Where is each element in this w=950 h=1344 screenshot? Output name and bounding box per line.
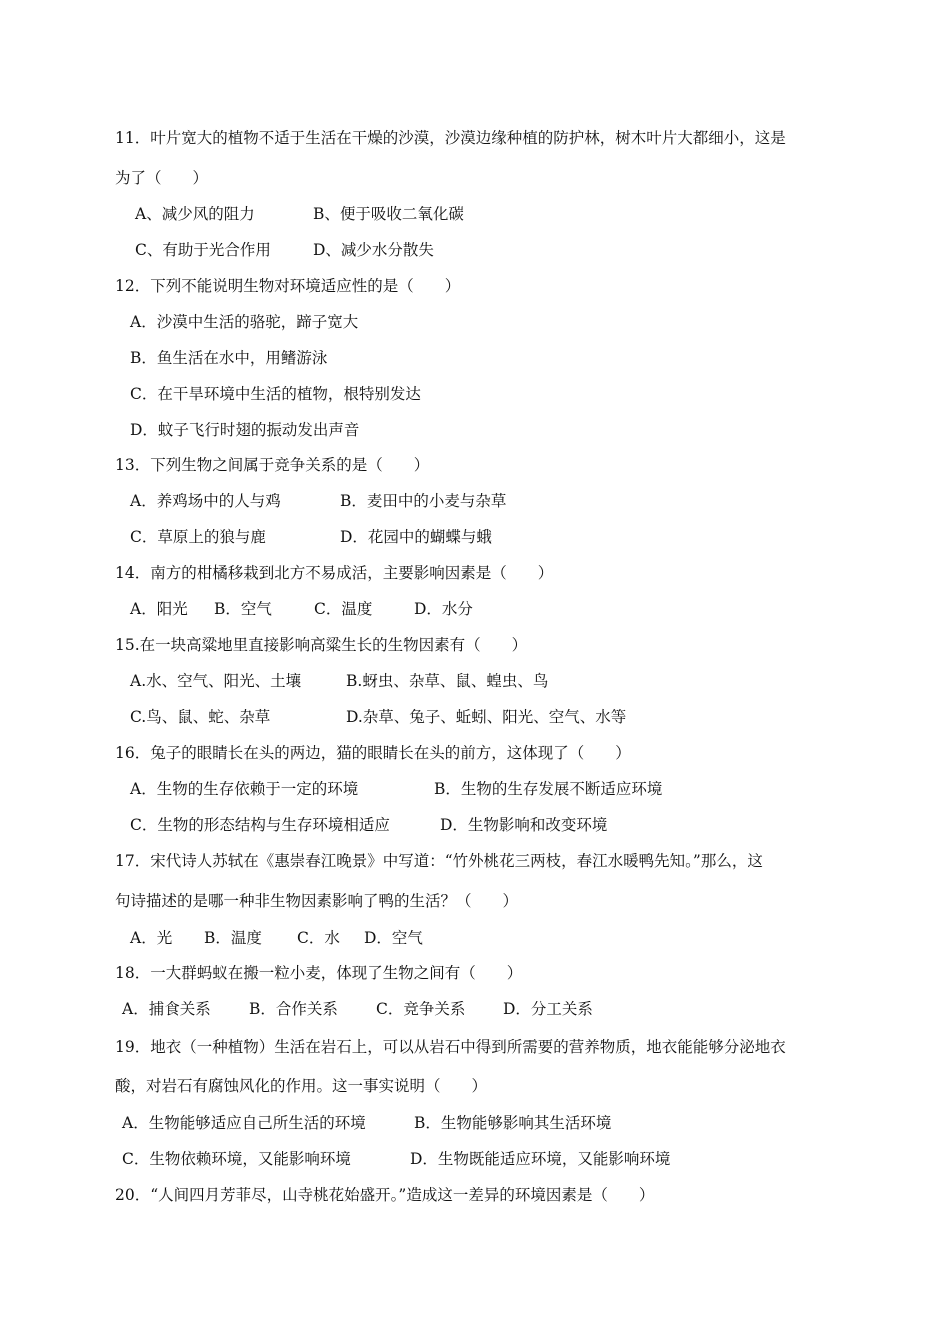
question-15-option-b: B.蚜虫、杂草、鼠、蝗虫、鸟 [346,672,549,690]
question-15-option-c: C.鸟、鼠、蛇、杂草 [130,708,271,726]
question-18-option-d: D．分工关系 [503,1000,593,1018]
question-13-stem: 13．下列生物之间属于竞争关系的是（ ） [115,456,430,474]
question-16-stem: 16．兔子的眼睛长在头的两边，猫的眼睛长在头的前方，这体现了（ ） [115,744,631,762]
question-19-option-b: B．生物能够影响其生活环境 [414,1114,612,1132]
question-13-option-d: D．花园中的蝴蝶与蛾 [340,528,492,546]
question-11-stem-line1: 11．叶片宽大的植物不适于生活在干燥的沙漠，沙漠边缘种植的防护林，树木叶片大都细小，这是 [115,129,786,147]
question-14-stem: 14．南方的柑橘移栽到北方不易成活，主要影响因素是（ ） [115,564,554,582]
question-19-option-d: D．生物既能适应环境，又能影响环境 [410,1150,671,1168]
question-18-option-b: B．合作关系 [249,1000,338,1018]
question-19-stem-line2: 酸，对岩石有腐蚀风化的作用。这一事实说明（ ） [115,1077,488,1095]
question-11-option-c: C、有助于光合作用 [135,241,271,259]
question-18-stem: 18．一大群蚂蚁在搬一粒小麦，体现了生物之间有（ ） [115,964,523,982]
question-17-option-d: D．空气 [364,929,423,947]
question-15-stem: 15.在一块高粱地里直接影响高粱生长的生物因素有（ ） [115,636,528,654]
question-20-stem: 20．“人间四月芳菲尽，山寺桃花始盛开。”造成这一差异的环境因素是（ ） [115,1186,655,1204]
question-15-option-d: D.杂草、兔子、蚯蚓、阳光、空气、水等 [346,708,627,726]
question-17-option-a: A．光 [130,929,173,947]
question-16-option-c: C．生物的形态结构与生存环境相适应 [130,816,390,834]
question-11-option-a: A、减少风的阻力 [135,205,255,223]
question-18-option-a: A．捕食关系 [122,1000,211,1018]
question-12-option-d: D．蚊子飞行时翅的振动发出声音 [130,421,360,439]
question-19-option-a: A．生物能够适应自己所生活的环境 [122,1114,366,1132]
question-13-option-a: A．养鸡场中的人与鸡 [130,492,281,510]
question-16-option-d: D．生物影响和改变环境 [440,816,608,834]
question-16-option-b: B．生物的生存发展不断适应环境 [434,780,663,798]
question-16-option-a: A．生物的生存依赖于一定的环境 [130,780,359,798]
question-12-stem: 12．下列不能说明生物对环境适应性的是（ ） [115,277,461,295]
question-17-stem-line2: 句诗描述的是哪一种非生物因素影响了鸭的生活？（ ） [115,892,519,910]
question-15-option-a: A.水、空气、阳光、土壤 [130,672,302,690]
question-11-option-d: D、减少水分散失 [313,241,434,259]
question-14-option-c: C．温度 [314,600,373,618]
question-14-option-b: B．空气 [214,600,272,618]
question-11-stem-line2: 为了（ ） [115,169,209,187]
question-12-option-a: A．沙漠中生活的骆驼，蹄子宽大 [130,313,359,331]
question-17-option-c: C．水 [297,929,340,947]
question-17-stem-line1: 17．宋代诗人苏轼在《惠崇春江晚景》中写道：“竹外桃花三两枝，春江水暖鸭先知。”那么，这 [115,852,763,870]
question-11-option-b: B、便于吸收二氧化碳 [313,205,464,223]
question-18-option-c: C．竞争关系 [376,1000,466,1018]
question-13-option-b: B．麦田中的小麦与杂草 [340,492,507,510]
question-19-stem-line1: 19．地衣（一种植物）生活在岩石上，可以从岩石中得到所需要的营养物质，地衣能能够分泌地衣 [115,1038,786,1056]
question-12-option-b: B．鱼生活在水中，用鳍游泳 [130,349,328,367]
question-14-option-d: D．水分 [414,600,473,618]
question-12-option-c: C．在干旱环境中生活的植物，根特别发达 [130,385,421,403]
question-14-option-a: A．阳光 [130,600,188,618]
question-13-option-c: C．草原上的狼与鹿 [130,528,266,546]
question-19-option-c: C．生物依赖环境，又能影响环境 [122,1150,351,1168]
question-17-option-b: B．温度 [204,929,262,947]
